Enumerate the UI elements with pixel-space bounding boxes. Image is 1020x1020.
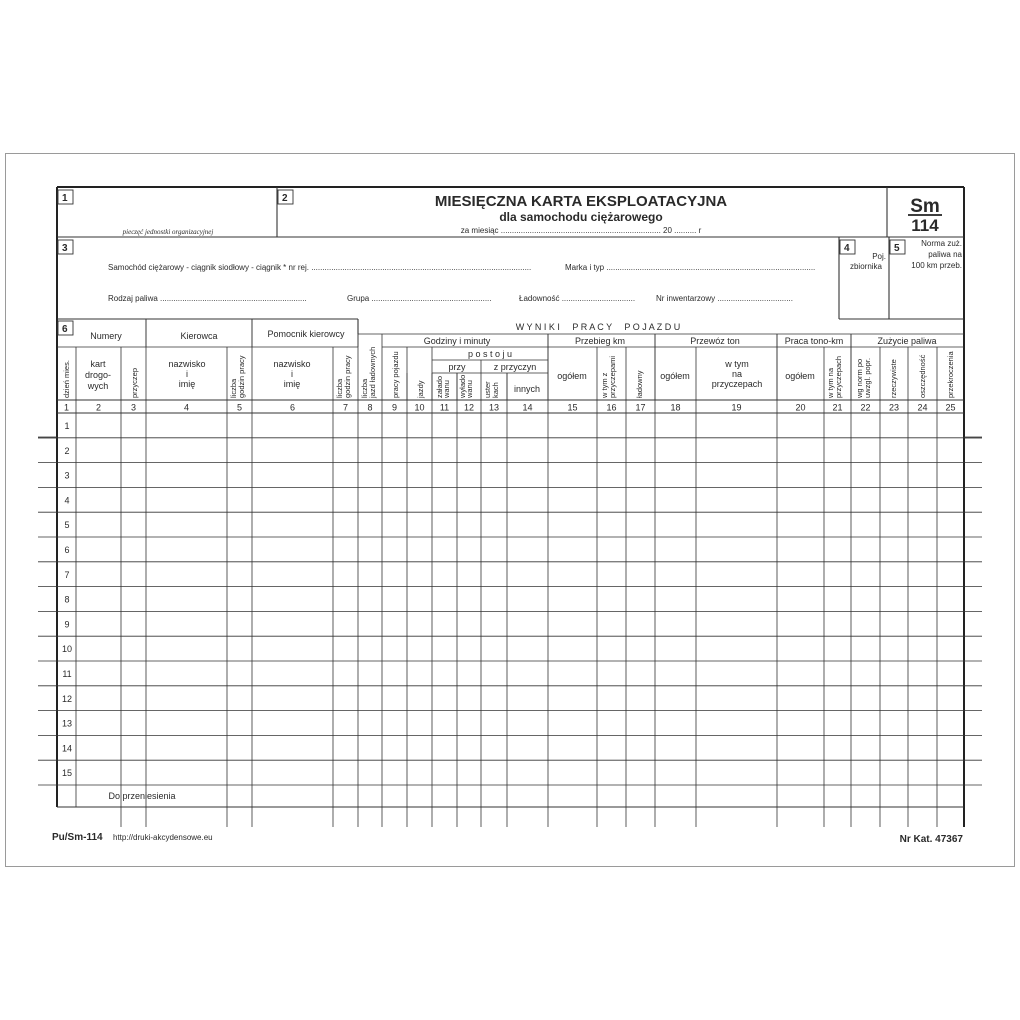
col6-label-3: imię <box>283 379 301 389</box>
col19-label-3: przyczepach <box>711 379 763 389</box>
column-number: 6 <box>289 402 296 413</box>
column-number: 19 <box>731 402 742 413</box>
col24-label-visible: oszczędność <box>918 354 927 398</box>
header-przy: przy <box>448 362 466 372</box>
column-number: 14 <box>522 402 533 413</box>
col23-label: rzeczywiste <box>889 359 898 398</box>
header-wyniki: W Y N I K I P R A C Y P O J A Z D U <box>515 322 681 332</box>
day-number: 8 <box>64 594 70 605</box>
col5-label-1: liczba <box>229 378 238 398</box>
tank-capacity-label-2: zbiornika <box>849 262 883 271</box>
col6-label-1: nazwisko <box>273 359 311 369</box>
header-godziny: Godziny i minuty <box>423 336 491 346</box>
column-number: 24 <box>917 402 928 413</box>
col7-label-2: godzin pracy <box>343 355 352 398</box>
col17-label: ładowny <box>635 370 644 398</box>
column-number: 23 <box>888 402 900 413</box>
col21-label-2: przyczepach <box>834 355 843 398</box>
fuel-norm-label-2: paliwa na <box>928 250 962 259</box>
col16-label-1: w tym z <box>600 372 609 398</box>
day-number: 15 <box>61 768 73 779</box>
table-row[interactable] <box>38 669 982 686</box>
fuel-type-line[interactable]: Rodzaj paliwa .................................................................. <box>108 294 307 303</box>
table-row[interactable] <box>38 743 982 760</box>
col11-label-1: załado <box>435 375 444 398</box>
day-number: 7 <box>64 569 70 580</box>
column-number: 7 <box>342 402 349 413</box>
header-praca: Praca tono-km <box>784 336 844 346</box>
table-row[interactable] <box>38 719 982 736</box>
column-number: 10 <box>414 402 425 413</box>
column-number: 9 <box>391 402 398 413</box>
inventory-line[interactable]: Nr inwentarzowy .................................. <box>656 294 793 303</box>
col4-label-2: i <box>186 369 188 379</box>
form-code-footer: Pu/Sm-114 <box>52 832 103 843</box>
day-number: 5 <box>64 520 70 531</box>
table-row[interactable] <box>38 644 982 661</box>
column-number: 1 <box>63 402 70 413</box>
column-number: 22 <box>860 402 871 413</box>
col8-label-1: liczba <box>360 378 369 398</box>
col13-label-1: uster <box>483 381 492 398</box>
header-przewoz: Przewóz ton <box>690 336 740 346</box>
box-4-number: 4 <box>844 243 850 254</box>
col2-label-3: wych <box>87 381 109 391</box>
box-1-number: 1 <box>62 193 68 204</box>
day-number: 10 <box>61 644 73 655</box>
form-title: MIESIĘCZNA KARTA EKSPLOATACYJNA <box>434 193 728 210</box>
make-type-line[interactable]: Marka i typ .............................................................................................. <box>565 263 816 272</box>
col4-label-1: nazwisko <box>168 359 206 369</box>
column-number: 15 <box>567 402 578 413</box>
table-row[interactable] <box>38 768 982 785</box>
col13-label-2: kach <box>491 382 500 398</box>
col9-label: pracy pojazdu <box>391 351 400 398</box>
col12-label-2: wanu <box>465 380 474 398</box>
column-number: 16 <box>606 402 617 413</box>
day-number: 3 <box>64 470 70 481</box>
col18-label: ogółem <box>660 371 690 381</box>
day-number: 2 <box>64 445 70 456</box>
form-code-bottom: 114 <box>911 216 939 235</box>
day-number: 12 <box>61 693 73 704</box>
table-header <box>57 319 964 413</box>
column-number: 17 <box>635 402 646 413</box>
col15-label: ogółem <box>557 371 587 381</box>
column-number: 3 <box>130 402 137 413</box>
column-number: 18 <box>670 402 681 413</box>
column-number: 21 <box>832 402 843 413</box>
column-number: 2 <box>95 402 102 413</box>
day-number: 11 <box>62 669 72 679</box>
column-number: 25 <box>945 402 956 413</box>
col25-label: przekroczenia <box>946 351 955 398</box>
stamp-label: pieczęć jednostki organizacyjnej <box>122 228 214 236</box>
form-subtitle: dla samochodu ciężarowego <box>499 210 663 224</box>
col5-label-2: godzin pracy <box>237 355 246 398</box>
col3-label: przyczep <box>130 367 139 398</box>
col19-label-2: na <box>731 369 743 379</box>
carry-over-label: Do przeniesienia <box>108 791 176 801</box>
col4-label-3: imię <box>178 379 196 389</box>
table-row[interactable] <box>38 421 982 438</box>
table-row[interactable] <box>38 446 982 463</box>
col22-label-1: wg norm po <box>855 358 864 398</box>
header-kierowca: Kierowca <box>180 331 218 341</box>
header-zuzycie: Zużycie paliwa <box>877 336 937 346</box>
table-body <box>38 421 982 807</box>
table-row[interactable] <box>38 471 982 488</box>
form-code-top: Sm <box>910 196 940 217</box>
capacity-line[interactable]: Ładowność ................................. <box>519 294 636 303</box>
day-number: 14 <box>61 743 73 754</box>
column-number: 13 <box>488 402 500 413</box>
group-line[interactable]: Grupa ...................................................... <box>347 294 492 303</box>
day-number: 9 <box>64 619 70 630</box>
day-number: 4 <box>64 495 70 506</box>
month-line[interactable]: za miesiąc ........................................................................ 20 .......... r <box>460 226 702 235</box>
col7-label-1: liczba <box>335 378 344 398</box>
header-numery: Numery <box>90 331 122 341</box>
box-6-number: 6 <box>62 324 68 335</box>
day-number: 6 <box>64 545 70 555</box>
col12-label-1: wyłado <box>458 374 467 398</box>
tank-capacity-label-1: Poj. <box>872 252 886 261</box>
col14-label: innych <box>513 384 541 394</box>
col10-label: jazdy <box>416 380 425 398</box>
column-number: 11 <box>439 402 450 413</box>
col11-label-2: wanu <box>442 380 451 398</box>
box-5-number: 5 <box>894 243 900 254</box>
col22-label-2: uwzgl. popr. <box>863 357 872 398</box>
header-z-przyczyn: z przyczyn <box>493 362 537 372</box>
header-pomocnik: Pomocnik kierowcy <box>267 329 345 339</box>
header-przebieg: Przebieg km <box>574 336 626 346</box>
table-row[interactable] <box>38 619 982 636</box>
day-number: 1 <box>64 421 70 431</box>
table-column-lines <box>76 319 937 827</box>
column-number: 5 <box>236 402 243 413</box>
box-2-number: 2 <box>282 193 288 204</box>
column-number: 20 <box>795 402 806 413</box>
header-postoju: p o s t o j u <box>467 349 513 359</box>
col8-label-2: jazd ładownych <box>368 346 377 398</box>
col16-label-2: przyczepami <box>608 355 617 398</box>
table-row[interactable] <box>38 545 982 562</box>
vehicle-reg-line[interactable]: Samochód ciężarowy - ciągnik siodłowy - ciągnik * nr rej. ................................................................................................... <box>108 263 532 272</box>
column-number: 8 <box>367 402 373 413</box>
col6-label-2: i <box>291 369 293 379</box>
col2-label-2: drogo- <box>84 370 112 380</box>
publisher-url[interactable]: http://druki-akcydensowe.eu <box>113 833 213 842</box>
col2-label-1: kart <box>90 359 106 369</box>
col20-label: ogółem <box>785 371 815 381</box>
day-number: 13 <box>61 718 73 729</box>
column-number-row <box>64 403 956 413</box>
table-row[interactable] <box>38 520 982 537</box>
column-number: 4 <box>183 402 190 413</box>
column-number: 12 <box>463 402 475 413</box>
table-row[interactable] <box>38 694 982 711</box>
table-row[interactable] <box>38 570 982 587</box>
table-row[interactable] <box>38 595 982 612</box>
box-3-number: 3 <box>62 243 68 254</box>
fuel-norm-label-3: 100 km przeb. <box>911 261 962 270</box>
col21-label-1: w tym na <box>826 367 835 398</box>
catalog-number: Nr Kat. 47367 <box>899 834 963 845</box>
table-row[interactable] <box>38 495 982 512</box>
col19-label-1: w tym <box>725 359 749 369</box>
fuel-norm-label-1: Norma zuż. <box>921 239 962 248</box>
col1-label: dzień mies. <box>62 360 71 398</box>
